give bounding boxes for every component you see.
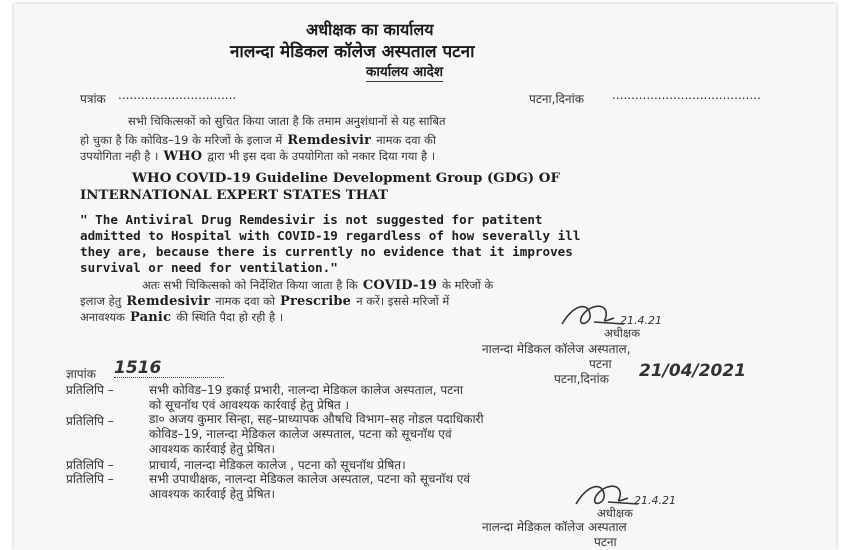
directive-line-3c: की स्थिति पैदा हो रही है । xyxy=(176,310,284,324)
directive-line-3b: Panic xyxy=(130,310,172,325)
directive-line-2c: नामक दवा को xyxy=(215,294,275,308)
copy-2-line-1: डा० अजय कुमार सिन्हा, सह–प्राध्यापक औषधि विभाग–सह नोडल पदाधिकारी xyxy=(149,412,484,426)
date-label: पटना,दिनांक xyxy=(529,92,584,106)
who-heading-line-1: WHO COVID-19 Guideline Development Group (GDG) OF xyxy=(132,170,560,186)
copy-1-line-2: को सूचनाॅथ एवं आवश्यक कार्रवाई हेतु प्रेषित । xyxy=(149,398,350,412)
copy-4-line-2: आवश्यक कार्रवाई हेतु प्रेषित। xyxy=(149,487,276,501)
body-line-3c: द्वारा भी इस दवा के उपयोगिता को नकार दिया गया है । xyxy=(207,149,436,163)
directive-line-1a: अतः सभी चिकित्सको को निर्देशित किया जाता है कि xyxy=(142,278,358,292)
copy-2-line-2: कोविड–19, नालन्दा मेडिकल कालेज अस्पताल, पटना को सूचनाॅथ एवं xyxy=(149,427,452,441)
memo-date-value: 21/04/2021 xyxy=(639,361,747,381)
copy-1-label: प्रतिलिपि – xyxy=(66,383,114,397)
body-line-2b: Remdesivir xyxy=(287,133,372,148)
hospital-name: नालन्दा मेडिकल कॉलेज अस्पताल पटना xyxy=(230,42,475,62)
signature-1-scribble: 21.4.21 xyxy=(620,314,662,327)
body-line-3a: उपयोगिता नही है । xyxy=(80,149,159,163)
document-page xyxy=(14,4,836,550)
body-line-3b: WHO xyxy=(163,149,203,164)
signature-2-scribble: 21.4.21 xyxy=(634,494,676,507)
gyapank-underline xyxy=(114,377,224,378)
copy-3-label: प्रतिलिपि – xyxy=(66,458,114,472)
order-title: कार्यालय आदेश xyxy=(366,64,444,80)
copy-4-line-1: सभी उपाधीक्षक, नालन्दा मेडिकल कालेज अस्पताल, पटना को सूचनाॅथ एवं xyxy=(149,472,471,486)
gyapank-label: ज्ञापांक xyxy=(66,367,96,381)
body-line-3 xyxy=(80,145,435,164)
signature-1-designation: अधीक्षक xyxy=(604,326,640,340)
directive-line-3a: अनावश्यक xyxy=(80,310,125,324)
signature-2-icon xyxy=(570,476,710,516)
directive-line-1b: COVID-19 xyxy=(362,278,438,293)
quote-line-4: survival or need for ventilation." xyxy=(80,260,338,275)
body-line-2a: हो चुका है कि कोविड–19 के मरिजों के इलाज में xyxy=(80,133,283,147)
directive-line-2d: Prescribe xyxy=(280,294,352,309)
who-heading-line-2: INTERNATIONAL EXPERT STATES THAT xyxy=(80,187,388,203)
body-line-1: सभी चिकित्सकों को सुचित किया जाता है कि तमाम अनुशंधानों से यह साबित xyxy=(128,114,446,128)
directive-line-2a: इलाज हेतु xyxy=(80,294,122,308)
copy-4-label: प्रतिलिपि – xyxy=(66,472,114,486)
signature-1-institution: नालन्दा मेडिकल कॉलेज अस्पताल, xyxy=(482,342,631,356)
signature-2-city: पटना xyxy=(594,535,617,549)
memo-date-label: पटना,दिनांक xyxy=(554,372,609,386)
signature-1-city: पटना xyxy=(589,357,612,371)
directive-line-2b: Remdesivir xyxy=(126,294,211,309)
copy-3-line-1: प्राचार्य, नालन्दा मेडिकल कालेज , पटना को सूचनाॅथ प्रेषित। xyxy=(149,458,406,472)
directive-line-3 xyxy=(80,306,283,325)
quote-line-3: they are, because there is currently no evidence that it improves xyxy=(80,244,573,259)
copy-1-line-1: सभी कोविड–19 इकाई प्रभारी, नालन्दा मेडिकल कालेज अस्पताल, पटना xyxy=(149,383,463,397)
copy-2-label: प्रतिलिपि – xyxy=(66,414,114,428)
directive-line-1c: के मरिजों के xyxy=(442,278,494,292)
directive-line-2e: न करें। इससे मरिजों में xyxy=(356,294,450,308)
patrank-blank: ............................... xyxy=(118,88,237,102)
signature-2-designation: अधीक्षक xyxy=(597,506,633,520)
gyapank-value: 1516 xyxy=(114,358,162,378)
signature-2-institution: नालन्दा मेडिकल कॉलेज अस्पताल xyxy=(482,520,627,534)
office-title: अधीक्षक का कार्यालय xyxy=(306,20,434,39)
quote-line-2: admitted to Hospital with COVID-19 regardless of how severally ill xyxy=(80,228,581,243)
copy-2-line-3: आवश्यक कार्रवाई हेतु प्रेषित। xyxy=(149,442,276,456)
date-blank: ....................................... xyxy=(612,88,761,102)
patrank-label: पत्रांक xyxy=(80,92,106,106)
quote-line-1: " The Antiviral Drug Remdesivir is not suggested for patitent xyxy=(80,212,543,227)
body-line-2c: नामक दवा की xyxy=(376,133,436,147)
